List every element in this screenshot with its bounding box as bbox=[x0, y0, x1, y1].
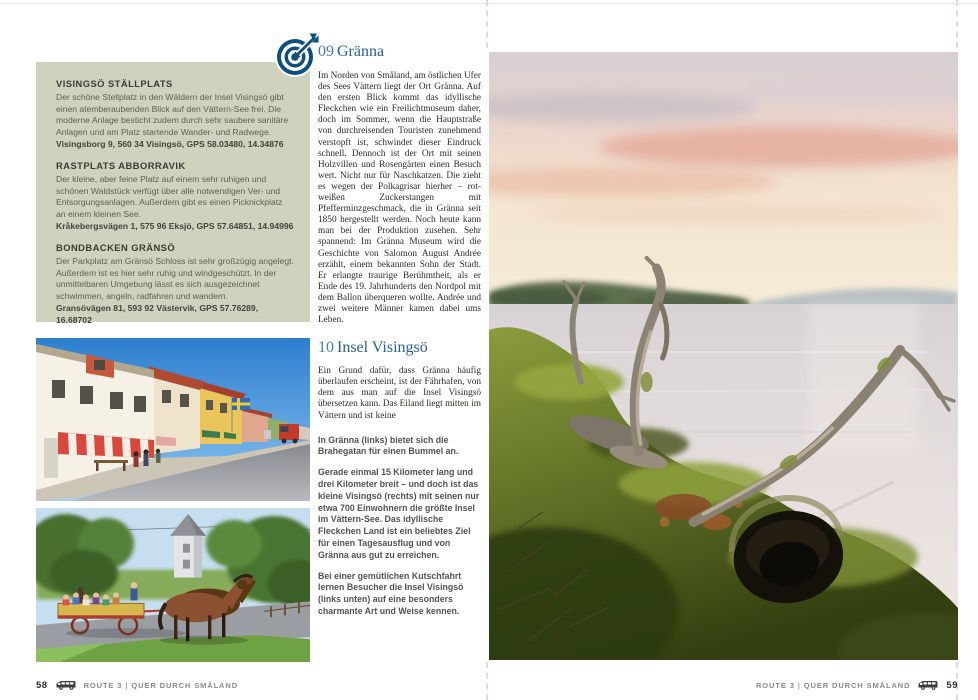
camper-van-icon bbox=[917, 679, 939, 691]
section-body: Ein Grund dafür, dass Gränna häufig überlaufen erscheint, ist der Fährhafen, von dem aus man auf die Insel Visingsö übersetzen kann. Das Eiland liegt mitten im Vättern und ist keine bbox=[318, 366, 481, 421]
section-number: 10 bbox=[318, 339, 334, 357]
stellplatz-info-box bbox=[36, 62, 310, 325]
info-address: Visingsborg 9, 560 34 Visingsö, GPS 58.03480, 14.34876 bbox=[56, 139, 284, 150]
info-heading: RASTPLATS ABBORRAVIK bbox=[56, 159, 186, 171]
info-address: Kråkebergsvägen 1, 575 96 Eksjö, GPS 57.64851, 14.94996 bbox=[56, 221, 294, 232]
info-section-abborravik bbox=[56, 160, 294, 233]
info-body: Der kleine, aber feine Platz auf einem sehr ruhigen und schönen Waldstück verfügt über alle notwendigen Ver- und Entsorgungsanlagen. Außerdem gibt es einen Picknickplatz an einem kleinen See. bbox=[56, 173, 283, 219]
info-heading: VISINGSÖ STÄLLPLATS bbox=[56, 78, 173, 89]
article-column bbox=[318, 43, 481, 618]
info-section-visingso bbox=[56, 78, 294, 151]
section-title: Insel Visingsö bbox=[337, 339, 428, 357]
info-heading: BONDBACKEN GRÄNSÖ bbox=[56, 241, 176, 253]
left-page-footer bbox=[36, 678, 238, 692]
fold-mark-bottom bbox=[486, 662, 488, 700]
info-body: Der schöne Stellplatz in den Wäldern der Insel Visingsö gibt einen atemberaubenden Blick auf den Vättern-See frei. Die moderne Anlage besticht zudem durch sehr saubere sanitäre Anlagen und am Platz startende Wander- und Radwege. bbox=[56, 92, 289, 137]
section-heading-visingso bbox=[318, 339, 481, 357]
section-number: 09 bbox=[318, 43, 334, 60]
section-title: Gränna bbox=[337, 43, 385, 60]
photo-vattern-driftwood bbox=[489, 52, 958, 660]
fold-mark-top bbox=[486, 0, 488, 48]
info-section-bondbacken bbox=[56, 242, 294, 327]
info-address: Gransövägen 81, 593 92 Västervik, GPS 57.76289, 16.68702 bbox=[56, 303, 259, 325]
camper-van-icon bbox=[55, 679, 77, 691]
page-number: 59 bbox=[946, 679, 958, 691]
page-number: 58 bbox=[36, 679, 48, 691]
photo-caption: Bei einer gemütlichen Kutschfahrt lernen Besucher die Insel Visingsö (links unten) auf eine besonders charmante Art und Weise kennen. bbox=[318, 570, 464, 616]
info-body: Der Parkplatz am Gränsö Schloss ist sehr großzügig angelegt. Außerdem ist es hier sehr ruhig und windgeschützt. In der unmittelbaren Umgebung lässt es sich ausgezeichnet schwimmen, angeln, radfahren und wandern. bbox=[56, 255, 294, 301]
trim-mark-top bbox=[956, 0, 958, 48]
footer-route-label: ROUTE 3 | QUER DURCH SMÅLAND bbox=[83, 680, 239, 690]
photo-carriage-ride bbox=[36, 508, 310, 662]
print-hairline bbox=[0, 3, 978, 4]
target-dart-icon bbox=[274, 32, 320, 78]
section-heading-granna bbox=[318, 43, 481, 61]
right-page-footer bbox=[756, 678, 958, 692]
photo-granna-street bbox=[36, 338, 310, 501]
photo-caption: Gerade einmal 15 Kilometer lang und drei Kilometer breit – und doch ist das kleine Visingsö (rechts) mit seinen nur etwa 700 Einwohnern die größte Insel im Vättern-See. Das idyllische Fleckchen Land ist ein beliebtes Ziel für einen Tagesausflug und von Gränna aus gut zu erreichen. bbox=[318, 467, 480, 560]
photo-caption: In Gränna (links) bietet sich die Brahegatan für einen Bummel an. bbox=[318, 434, 459, 457]
footer-route-label: ROUTE 3 | QUER DURCH SMÅLAND bbox=[755, 680, 911, 690]
section-body: Im Norden von Småland, am östlichen Ufer des Sees Vättern liegt der Ort Gränna. Auf den ersten Blick kommt das idyllische Fleckchen wie ein Freilichtmuseum daher, doch im Sommer, wenn die Hauptstraße von durchreisenden Touristen zunehmend verstopft ist, schwindet dieser Eindruck schnell. Dennoch ist der Ort mit seinen Holzvillen und Rosengärten einen Besuch wert. Nicht nur für Naschkatzen. Die zieht es wegen der Polkagrisar hierher – rot-weißen Zuckerstangen mit Pfefferminzgeschmack, die in Gränna seit 1850 hergestellt werden. Noch heute kann man bei der Produktion zusehen. Sehr spannend: Im Gränna Museum wird die Geschichte von Salomon August Andrée erzählt, einem bekannten Sohn der Stadt. Er erlangte traurige Berühmtheit, als er Ende des 19. Jahrhunderts den Nordpol mit dem Ballon überqueren wollte. Andrée und zwei weitere Männer kamen dabei ums Leben. bbox=[318, 71, 481, 326]
